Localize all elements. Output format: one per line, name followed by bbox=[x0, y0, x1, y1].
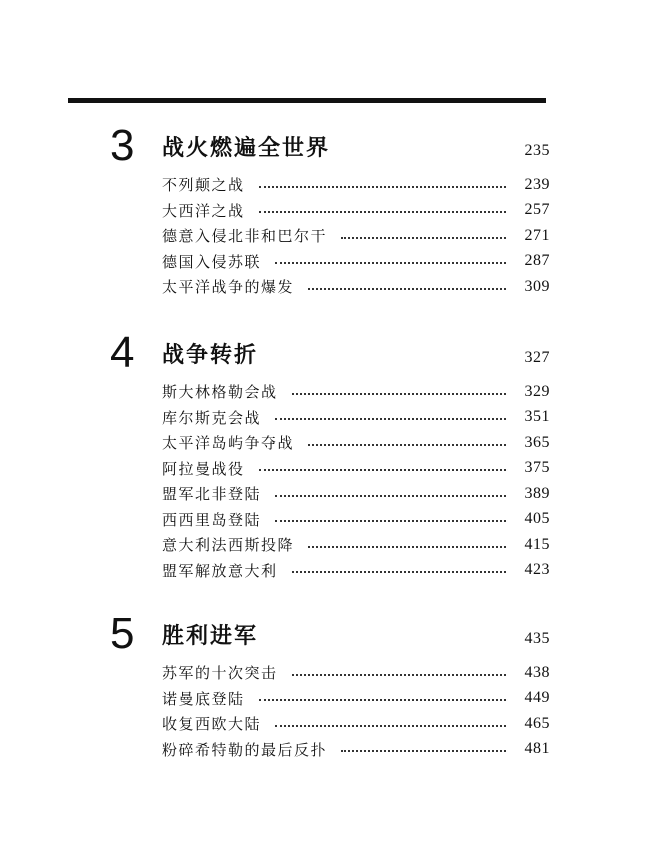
chapter-page-number: 435 bbox=[524, 630, 550, 647]
entry-page-number: 423 bbox=[524, 561, 550, 579]
dot-leader bbox=[275, 520, 506, 522]
dot-leader bbox=[275, 725, 506, 727]
entry-title: 盟军解放意大利 bbox=[162, 561, 278, 580]
entry-title: 斯大林格勒会战 bbox=[162, 383, 278, 402]
toc-entry[interactable] bbox=[162, 379, 550, 405]
entry-page-number: 481 bbox=[524, 740, 550, 758]
dot-leader bbox=[292, 571, 506, 573]
dot-leader bbox=[308, 288, 506, 290]
chapter-title[interactable]: 胜利进军 bbox=[162, 624, 259, 649]
entry-title: 意大利法西斯投降 bbox=[162, 536, 295, 555]
toc-entry[interactable] bbox=[162, 172, 550, 198]
entry-list bbox=[110, 660, 550, 762]
entry-title: 诺曼底登陆 bbox=[162, 689, 245, 708]
entry-title: 阿拉曼战役 bbox=[162, 459, 245, 478]
entry-page-number: 465 bbox=[524, 714, 550, 732]
toc-entry[interactable] bbox=[162, 532, 550, 558]
entry-title: 收复西欧大陆 bbox=[162, 715, 262, 734]
entry-title: 德国入侵苏联 bbox=[162, 252, 262, 271]
entry-page-number: 389 bbox=[524, 484, 550, 502]
chapter-3 bbox=[110, 121, 550, 300]
entry-page-number: 309 bbox=[524, 277, 550, 295]
dot-leader bbox=[308, 444, 506, 446]
toc-entry[interactable] bbox=[162, 711, 550, 737]
chapter-number: 4 bbox=[110, 328, 135, 377]
chapter-title[interactable]: 战争转折 bbox=[162, 343, 259, 368]
chapter-header bbox=[110, 609, 550, 658]
entry-title: 库尔斯克会战 bbox=[162, 408, 262, 427]
entry-page-number: 271 bbox=[524, 226, 550, 244]
entry-page-number: 405 bbox=[524, 510, 550, 528]
chapter-page-number: 327 bbox=[524, 349, 550, 366]
toc-entry[interactable] bbox=[162, 198, 550, 224]
dot-leader bbox=[275, 262, 506, 264]
toc-entry[interactable] bbox=[162, 249, 550, 275]
chapter-page-number: 235 bbox=[524, 142, 550, 159]
top-rule bbox=[68, 98, 546, 103]
chapter-title[interactable]: 战火燃遍全世界 bbox=[162, 136, 331, 161]
entry-page-number: 415 bbox=[524, 535, 550, 553]
toc-entry[interactable] bbox=[162, 737, 550, 763]
entry-title: 德意入侵北非和巴尔干 bbox=[162, 227, 328, 246]
entry-page-number: 257 bbox=[524, 201, 550, 219]
chapter-4 bbox=[110, 328, 550, 583]
chapter-5 bbox=[110, 609, 550, 762]
entry-title: 不列颠之战 bbox=[162, 176, 245, 195]
entry-list bbox=[110, 379, 550, 583]
entry-title: 大西洋之战 bbox=[162, 201, 245, 220]
entry-page-number: 438 bbox=[524, 663, 550, 681]
dot-leader bbox=[275, 418, 506, 420]
entry-page-number: 351 bbox=[524, 408, 550, 426]
entry-title: 粉碎希特勒的最后反扑 bbox=[162, 740, 328, 759]
toc-entry[interactable] bbox=[162, 558, 550, 584]
chapter-number: 3 bbox=[110, 121, 135, 170]
toc-entry[interactable] bbox=[162, 507, 550, 533]
dot-leader bbox=[259, 469, 506, 471]
toc-entry[interactable] bbox=[162, 274, 550, 300]
entry-page-number: 449 bbox=[524, 689, 550, 707]
entry-title: 苏军的十次突击 bbox=[162, 664, 278, 683]
toc-entry[interactable] bbox=[162, 456, 550, 482]
toc-entry[interactable] bbox=[162, 430, 550, 456]
dot-leader bbox=[341, 750, 506, 752]
entry-page-number: 329 bbox=[524, 382, 550, 400]
toc-entry[interactable] bbox=[162, 481, 550, 507]
chapter-header bbox=[110, 328, 550, 377]
dot-leader bbox=[292, 674, 506, 676]
entry-title: 西西里岛登陆 bbox=[162, 510, 262, 529]
entry-title: 盟军北非登陆 bbox=[162, 485, 262, 504]
chapter-header bbox=[110, 121, 550, 170]
toc-entry[interactable] bbox=[162, 223, 550, 249]
entry-page-number: 365 bbox=[524, 433, 550, 451]
dot-leader bbox=[259, 699, 506, 701]
dot-leader bbox=[259, 211, 506, 213]
entry-list bbox=[110, 172, 550, 300]
entry-title: 太平洋战争的爆发 bbox=[162, 278, 295, 297]
toc-entry[interactable] bbox=[162, 686, 550, 712]
chapter-number: 5 bbox=[110, 609, 135, 658]
entry-page-number: 375 bbox=[524, 459, 550, 477]
toc-entry[interactable] bbox=[162, 405, 550, 431]
dot-leader bbox=[341, 237, 506, 239]
entry-page-number: 239 bbox=[524, 175, 550, 193]
entry-page-number: 287 bbox=[524, 252, 550, 270]
dot-leader bbox=[275, 495, 506, 497]
entry-title: 太平洋岛屿争夺战 bbox=[162, 434, 295, 453]
toc-entry[interactable] bbox=[162, 660, 550, 686]
dot-leader bbox=[259, 186, 506, 188]
dot-leader bbox=[308, 546, 506, 548]
dot-leader bbox=[292, 393, 506, 395]
